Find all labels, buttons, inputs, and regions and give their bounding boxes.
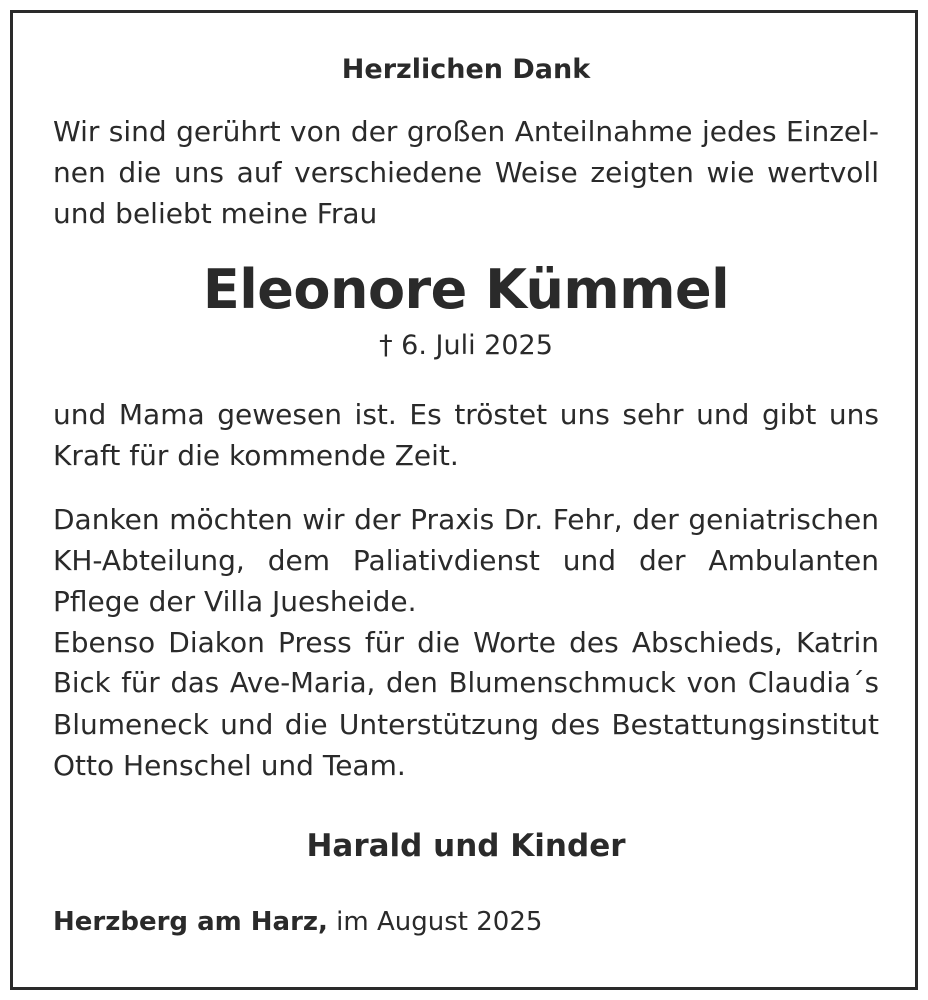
gratitude-line: und Mama gewesen ist. Es tröstet uns sehr und gibt uns xyxy=(53,398,879,431)
thanks-line: Blumeneck und die Unterstützung des Bestattungsinstitut xyxy=(53,708,879,741)
thanks-line: Ebenso Diakon Press für die Worte des Abschieds, Katrin xyxy=(53,626,879,659)
notice-heading: Herzlichen Dank xyxy=(341,54,591,85)
place: Herzberg am Harz, xyxy=(53,907,328,937)
intro-line: Wir sind gerührt von der großen Anteilnahme jedes Einzel- xyxy=(53,115,879,148)
thanks-paragraph xyxy=(53,499,879,786)
thanks-line: Pflege der Villa Juesheide. xyxy=(53,585,417,618)
intro-line: und beliebt meine Frau xyxy=(53,197,378,230)
death-date: † 6. Juli 2025 xyxy=(379,330,553,361)
date: im August 2025 xyxy=(327,907,543,937)
gratitude-line: Kraft für die kommende Zeit. xyxy=(53,439,459,472)
place-and-date xyxy=(53,902,879,942)
thanks-line: KH-Abteilung, dem Paliativdienst und der Ambulanten xyxy=(53,544,879,577)
intro-line: nen die uns auf verschiedene Weise zeigten wie wertvoll xyxy=(53,156,879,189)
signature: Harald und Kinder xyxy=(306,828,626,864)
intro-paragraph xyxy=(53,111,879,234)
thanks-line: Danken möchten wir der Praxis Dr. Fehr, der geniatrischen xyxy=(53,503,879,536)
gratitude-paragraph xyxy=(53,394,879,476)
thanks-line: Otto Henschel und Team. xyxy=(53,749,406,782)
deceased-name: Eleonore Kümmel xyxy=(202,258,730,321)
thanks-line: Bick für das Ave-Maria, den Blumenschmuck von Claudia´s xyxy=(53,667,879,699)
